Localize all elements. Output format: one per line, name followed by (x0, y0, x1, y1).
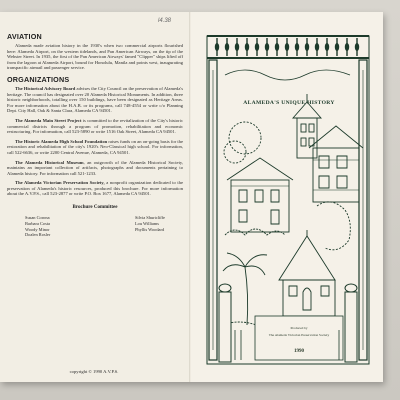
cover-year: 1990 (294, 349, 304, 354)
victorian-houses (219, 94, 363, 326)
organization-entry (7, 86, 183, 114)
organization-entry (7, 139, 183, 156)
committee-member: Barbara Costa (25, 220, 50, 226)
organizations-heading: ORGANIZATIONS (7, 74, 70, 84)
cover-panel (191, 12, 383, 382)
organization-entry: The Alameda Historical Museum, an outgrowth of the Alameda Historical Society, maintains an important collection of artifacts, photographs and documents pertaining to Alameda history. For information call 521-1233. (7, 159, 184, 176)
organization-entry (7, 118, 183, 135)
top-balustrade (207, 36, 369, 58)
organization-name: The Alameda Victorian Preservation Society, (15, 180, 105, 186)
organization-text: raises funds on an on-going basis for the restoration and rehabilitation of the city's 1920's Neo-Classical high school. For information, call 522-6636, or write 2200 Central Avenue, Alameda, CA 94501. (7, 138, 183, 155)
organization-entry (7, 180, 183, 197)
back-panel-content (7, 32, 183, 238)
organization-text: advises the City Council on the preservation of Alameda's heritage. The council has designated over 20 Alameda Historical Monuments. In addition, three historic neighborhoods, totalling over 150 buildings, have been designated as Heritage Areas. For more information about the H.A.B. or its programs, call 748-4554 or write c/o Planning Dept. City Hall, Oak & Santa Clara, Alameda CA 94501. (7, 85, 184, 114)
produced-by-label: Produced by (290, 326, 308, 330)
organization-name: The Alameda Main Street Project (15, 117, 82, 123)
committee-member: Phyllis Woodard (134, 226, 165, 232)
committee-names (7, 215, 183, 238)
pencil-annotation: l4.38 (158, 18, 172, 24)
committee-member: Woody Minor (25, 226, 50, 232)
organization-text: a nonprofit organization dedicated to the preservation of Alameda's historic resources, produced this brochure. For more information about the A.V.P.S., call 523-2877 or write P.O. Box 1677, Alameda CA 94501. (7, 180, 184, 197)
copyright-line: copyright © 1990 A.V.P.S. (69, 369, 119, 374)
aviation-text: Alameda made aviation history in the 1930's when two commercial airports flourished here: Alameda Airport, on the western tidelands, and Pan American Airways, on the tip of the Webster Street. In 1935, the first of the Pan American Airways' famed "Clipper" ships lifted off from the lagoon at Alameda Airport, bound for Honolulu, Manila and points west, inaugurating transpacific airmail and passenger service. (7, 43, 183, 71)
committee-column-left (25, 215, 50, 238)
organization-name: The Alameda Historical Museum (15, 159, 84, 165)
cover-illustration (205, 30, 373, 370)
organization-name: The Historical Advisory Board (15, 85, 76, 91)
publisher-plaque (255, 316, 343, 360)
committee-title: Brochure Committee (72, 205, 118, 211)
committee-member: Silvia Shurtcliffe (134, 215, 165, 221)
organization-text: an outgrowth of the Alameda Historical Society, maintains an important collection of artifacts, photographs and documents pertaining to Alameda history. For information call 521-1233. (7, 159, 184, 176)
committee-member: Susan Corona (25, 215, 50, 221)
aviation-heading: AVIATION (7, 32, 42, 41)
back-panel (0, 12, 188, 382)
brochure (0, 12, 383, 382)
committee-member: Doalen Rosler (25, 232, 51, 238)
cover-title: ALAMEDA'S UNIQUE HISTORY (243, 100, 335, 106)
organization-name: The Historic Alameda High School Foundation (15, 138, 108, 144)
produced-by-organization: The Alameda Victorian Preservation Society (268, 333, 330, 337)
committee-column-right (135, 215, 165, 238)
committee-member: Lou Williams (134, 220, 159, 226)
organization-text: is committed to the revitalization of the City's historic commercial districts through a program of promotion, rehabilitation and economic restructuring. For information, call 523-5890 or write 1516 Oak Street, Alameda CA 94501. (7, 117, 183, 135)
